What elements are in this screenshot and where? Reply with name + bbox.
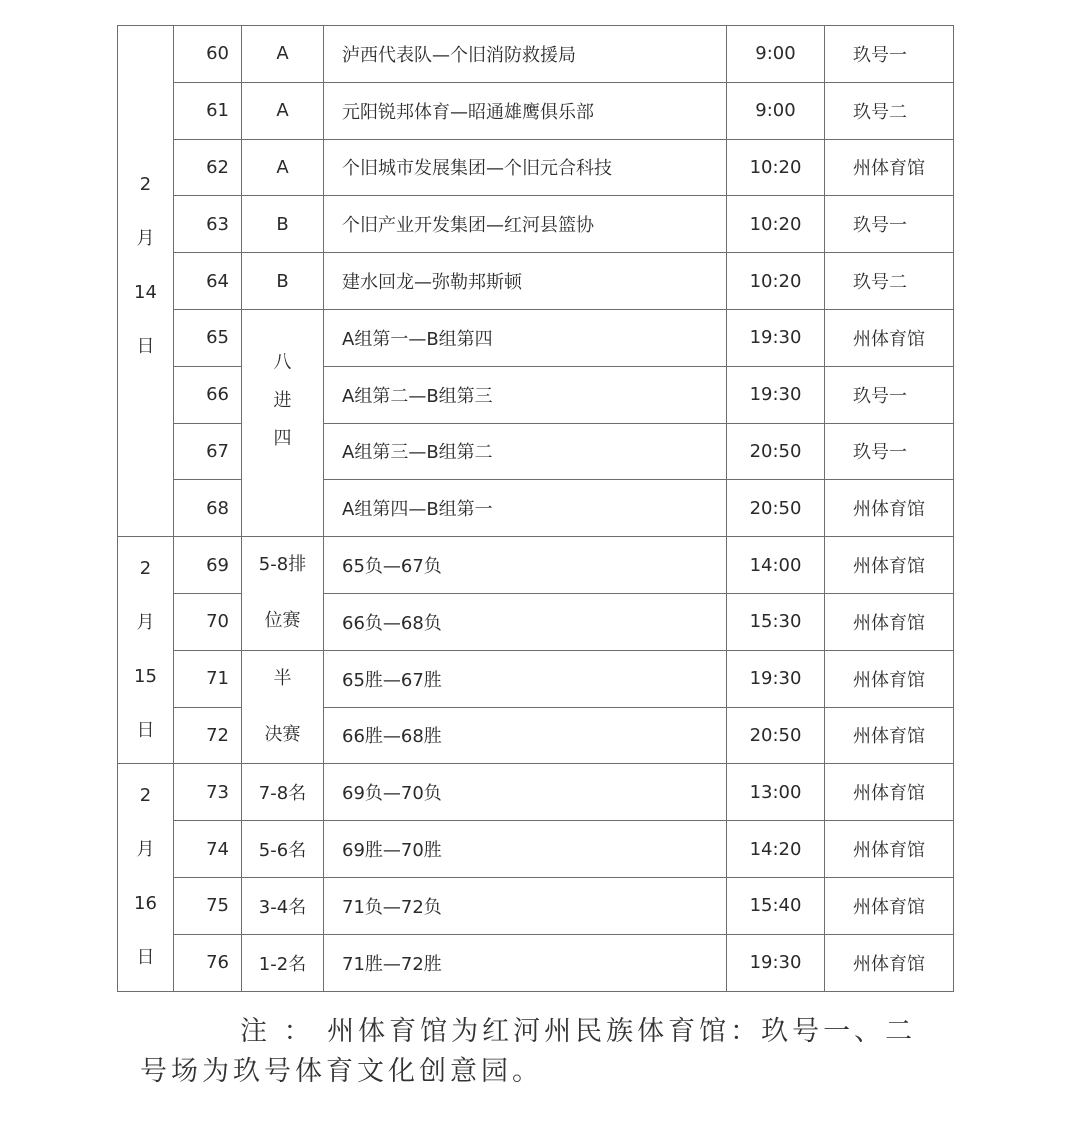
table-row — [118, 934, 954, 991]
match-venue: 州体育馆 — [825, 650, 954, 707]
date-cell: 2 月 14 日 — [118, 26, 174, 537]
match-teams: 69负—70负 — [324, 764, 727, 821]
note-line-1 — [140, 1012, 940, 1052]
match-teams: A组第三—B组第二 — [324, 423, 727, 480]
match-time: 20:50 — [727, 707, 825, 764]
match-time: 15:30 — [727, 593, 825, 650]
match-stage: 5-6名 — [242, 821, 324, 878]
table-row — [118, 26, 954, 83]
match-time: 9:00 — [727, 82, 825, 139]
match-venue: 玖号一 — [825, 423, 954, 480]
match-venue: 州体育馆 — [825, 707, 954, 764]
match-time: 14:00 — [727, 537, 825, 594]
match-time: 19:30 — [727, 650, 825, 707]
match-teams: 66负—68负 — [324, 593, 727, 650]
match-venue: 玖号二 — [825, 253, 954, 310]
match-time: 13:00 — [727, 764, 825, 821]
match-teams: 71胜—72胜 — [324, 934, 727, 991]
match-number: 68 — [174, 480, 242, 537]
match-number: 66 — [174, 366, 242, 423]
date-cell: 2 月 16 日 — [118, 764, 174, 991]
match-number: 61 — [174, 82, 242, 139]
match-schedule-table — [117, 25, 954, 992]
table-row — [118, 650, 954, 707]
match-teams: 元阳锐邦体育—昭通雄鹰俱乐部 — [324, 82, 727, 139]
match-time: 19:30 — [727, 366, 825, 423]
note-line-2: 号场为玖号体育文化创意园。 — [140, 1056, 543, 1087]
match-venue: 玖号一 — [825, 26, 954, 83]
match-stage: 7-8名 — [242, 764, 324, 821]
match-teams: 65负—67负 — [324, 537, 727, 594]
match-number: 75 — [174, 877, 242, 934]
match-teams: A组第二—B组第三 — [324, 366, 727, 423]
match-time: 19:30 — [727, 934, 825, 991]
stage-placement: 5-8排 位赛 — [242, 537, 324, 651]
date-cell: 2 月 15 日 — [118, 537, 174, 764]
match-number: 76 — [174, 934, 242, 991]
match-teams: 建水回龙—弥勒邦斯顿 — [324, 253, 727, 310]
match-time: 20:50 — [727, 480, 825, 537]
table-row — [118, 82, 954, 139]
match-number: 60 — [174, 26, 242, 83]
match-time: 10:20 — [727, 139, 825, 196]
match-venue: 玖号一 — [825, 366, 954, 423]
note-text-1: 注 ： 州体育馆为红河州民族体育馆：玖号一、二 — [240, 1016, 917, 1047]
match-number: 73 — [174, 764, 242, 821]
match-stage: A — [242, 139, 324, 196]
table-row — [118, 196, 954, 253]
table-row — [118, 764, 954, 821]
table-row — [118, 821, 954, 878]
match-time: 19:30 — [727, 309, 825, 366]
table-row — [118, 139, 954, 196]
match-number: 71 — [174, 650, 242, 707]
match-number: 69 — [174, 537, 242, 594]
match-number: 63 — [174, 196, 242, 253]
venue-note — [140, 1012, 940, 1092]
match-teams: 个旧城市发展集团—个旧元合科技 — [324, 139, 727, 196]
table-row — [118, 537, 954, 594]
match-teams: A组第一—B组第四 — [324, 309, 727, 366]
match-teams: 65胜—67胜 — [324, 650, 727, 707]
match-time: 10:20 — [727, 196, 825, 253]
match-number: 62 — [174, 139, 242, 196]
match-teams: 个旧产业开发集团—红河县篮协 — [324, 196, 727, 253]
table-row — [118, 253, 954, 310]
match-venue: 州体育馆 — [825, 877, 954, 934]
match-number: 72 — [174, 707, 242, 764]
match-number: 70 — [174, 593, 242, 650]
match-venue: 玖号一 — [825, 196, 954, 253]
match-teams: 71负—72负 — [324, 877, 727, 934]
match-venue: 州体育馆 — [825, 593, 954, 650]
table-row — [118, 309, 954, 366]
match-venue: 州体育馆 — [825, 821, 954, 878]
match-number: 74 — [174, 821, 242, 878]
match-stage: A — [242, 26, 324, 83]
match-number: 64 — [174, 253, 242, 310]
match-venue: 州体育馆 — [825, 139, 954, 196]
match-stage: B — [242, 253, 324, 310]
match-stage: A — [242, 82, 324, 139]
match-teams: 泸西代表队—个旧消防救援局 — [324, 26, 727, 83]
match-number: 67 — [174, 423, 242, 480]
match-venue: 州体育馆 — [825, 309, 954, 366]
match-venue: 玖号二 — [825, 82, 954, 139]
match-venue: 州体育馆 — [825, 480, 954, 537]
match-time: 9:00 — [727, 26, 825, 83]
match-stage: 1-2名 — [242, 934, 324, 991]
match-teams: A组第四—B组第一 — [324, 480, 727, 537]
match-venue: 州体育馆 — [825, 934, 954, 991]
match-time: 14:20 — [727, 821, 825, 878]
match-venue: 州体育馆 — [825, 764, 954, 821]
match-time: 20:50 — [727, 423, 825, 480]
match-venue: 州体育馆 — [825, 537, 954, 594]
match-time: 10:20 — [727, 253, 825, 310]
match-stage: B — [242, 196, 324, 253]
stage-quarterfinal: 八 进 四 — [242, 309, 324, 536]
match-time: 15:40 — [727, 877, 825, 934]
match-stage: 3-4名 — [242, 877, 324, 934]
table-row — [118, 877, 954, 934]
match-teams: 69胜—70胜 — [324, 821, 727, 878]
stage-semifinal: 半 决赛 — [242, 650, 324, 764]
match-teams: 66胜—68胜 — [324, 707, 727, 764]
match-number: 65 — [174, 309, 242, 366]
